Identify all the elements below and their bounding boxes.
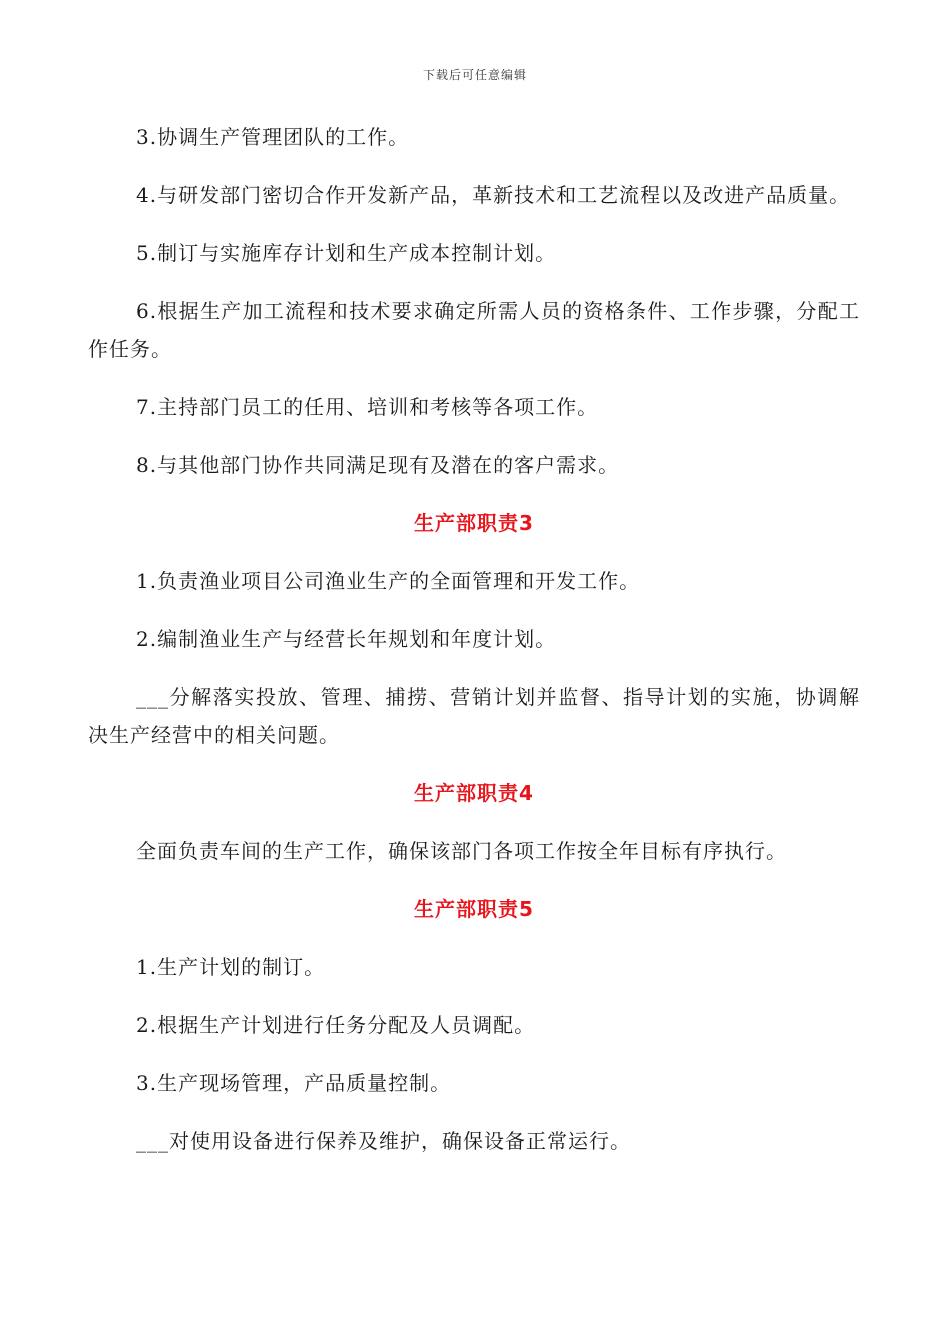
paragraph: 6.根据生产加工流程和技术要求确定所需人员的资格条件、工作步骤，分配工作任务。 [88, 299, 860, 361]
paragraph: 2.根据生产计划进行任务分配及人员调配。 [136, 1013, 536, 1037]
paragraph: 7.主持部门员工的任用、培训和考核等各项工作。 [136, 395, 599, 419]
paragraph: 全面负责车间的生产工作，确保该部门各项工作按全年目标有序执行。 [136, 839, 787, 863]
paragraph: 1.生产计划的制订。 [136, 955, 326, 979]
paragraph: ___对使用设备进行保养及维护，确保设备正常运行。 [136, 1129, 631, 1153]
section-heading: 生产部职责3 [414, 511, 534, 535]
paragraph: 5.制订与实施库存计划和生产成本控制计划。 [136, 241, 557, 265]
section-heading: 生产部职责5 [414, 897, 534, 921]
section-heading: 生产部职责4 [414, 781, 534, 805]
paragraph: 3.生产现场管理，产品质量控制。 [136, 1071, 452, 1095]
paragraph: 3.协调生产管理团队的工作。 [136, 125, 410, 149]
page-header: 下载后可任意编辑 [422, 68, 527, 82]
paragraph: 2.编制渔业生产与经营长年规划和年度计划。 [136, 627, 557, 651]
paragraph: 4.与研发部门密切合作开发新产品，革新技术和工艺流程以及改进产品质量。 [136, 183, 851, 207]
paragraph: ___分解落实投放、管理、捕捞、营销计划并监督、指导计划的实施，协调解决生产经营中的相关问题。 [88, 685, 860, 747]
document-body [88, 118, 860, 1180]
paragraph: 8.与其他部门协作共同满足现有及潜在的客户需求。 [136, 453, 620, 477]
paragraph: 1.负责渔业项目公司渔业生产的全面管理和开发工作。 [136, 569, 641, 593]
